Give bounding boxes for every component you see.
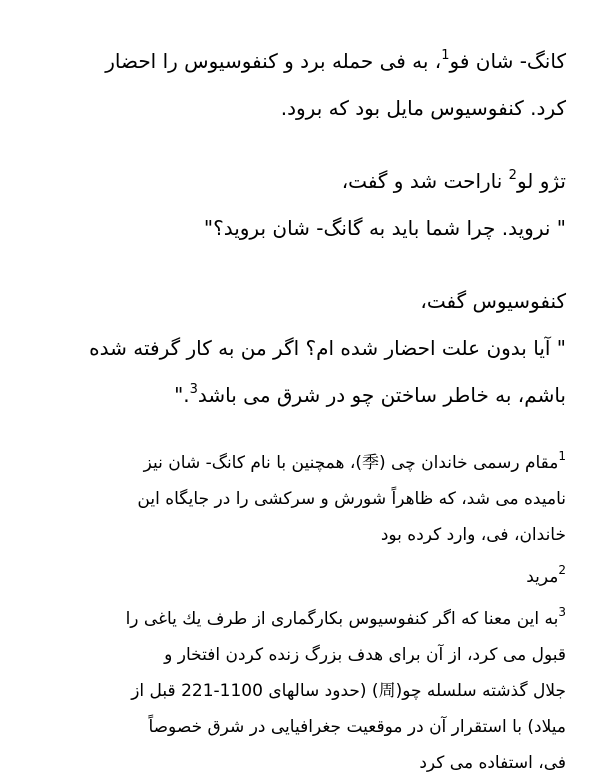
- text-line: نامیده می شد، که ظاهراً شورش و سرکشی را در جایگاه این: [137, 489, 566, 509]
- text-line: " نروید. چرا شما باید به گانگ- شان بروید؟": [203, 216, 566, 240]
- footnote-ref-2: 2: [508, 168, 517, 184]
- footnote-marker-2: 2: [558, 563, 566, 578]
- text-segment: .": [174, 383, 190, 407]
- footnote-marker-3: 3: [558, 605, 566, 620]
- text-line: کرد. کنفوسیوس مایل بود که برود.: [280, 96, 566, 120]
- footnote-1: [28, 445, 566, 553]
- text-line: " آیا بدون علت احضار شده ام؟ اگر من به کار گرفته شده: [89, 336, 566, 360]
- text-segment: باشم، به خاطر ساختن چو در شرق می باشد: [197, 383, 566, 407]
- text-line: قبول می کرد، از آن برای هدف بزرگ زنده کردن افتخار و: [164, 645, 566, 665]
- text-line: میلاد) با استقرار آن در موقعیت جغرافیایی در شرق خصوصاً: [148, 717, 566, 737]
- footnote-3: [28, 601, 566, 781]
- text-segment: به این معنا که اگر کنفوسیوس بکارگماری از طرف یك یاغی را: [125, 609, 559, 629]
- footnote-ref-1: 1: [441, 48, 450, 64]
- text-segment: ، به فی حمله برد و کنفوسیوس را احضار: [105, 49, 442, 73]
- footnote-marker-1: 1: [558, 449, 566, 464]
- text-line: جلال گذشته سلسله چو(周) (حدود سالهای 1100-221 قبل از: [131, 681, 566, 701]
- text-segment: کانگ- شان فو: [449, 49, 566, 73]
- footnote-2: [28, 559, 566, 595]
- text-line: [28, 445, 566, 481]
- paragraph-3: [28, 278, 566, 419]
- text-segment: مرید: [526, 567, 559, 587]
- text-line: کنفوسیوس گفت،: [420, 289, 566, 313]
- main-text-block: [28, 38, 566, 419]
- footnotes-block: [28, 445, 566, 781]
- text-segment: ناراحت شد و گفت،: [341, 169, 509, 193]
- paragraph-1: [28, 38, 566, 132]
- text-line: [28, 601, 566, 637]
- text-line: [28, 38, 566, 85]
- text-line: [28, 158, 566, 205]
- text-segment: مقام رسمی خاندان چی (季)، همچنین با نام کانگ- شان نیز: [143, 453, 559, 473]
- text-line: فی، استفاده می کرد: [419, 753, 566, 773]
- paragraph-2: [28, 158, 566, 252]
- text-segment: تژو لو: [516, 169, 566, 193]
- footnote-ref-3: 3: [189, 382, 198, 398]
- text-line: خاندان، فی، وارد کرده بود: [380, 525, 566, 545]
- text-line: [28, 559, 566, 595]
- text-line: [28, 372, 566, 419]
